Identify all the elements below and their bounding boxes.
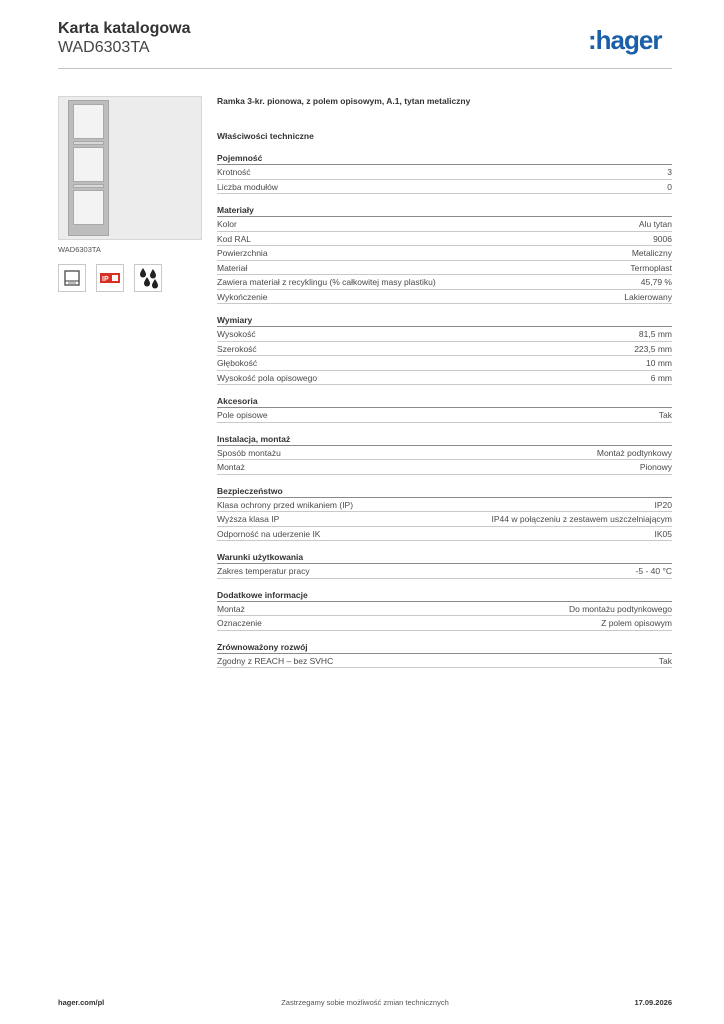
spec-value: Tak [658, 655, 672, 666]
spec-label: Montaż [217, 462, 245, 472]
spec-label: Krotność [217, 167, 251, 177]
spec-value: IK05 [654, 528, 672, 539]
spec-row [217, 327, 672, 342]
spec-row [217, 564, 672, 579]
footer-website: hager.com/pl [58, 998, 105, 1007]
water-drops-icon [134, 264, 162, 292]
spec-label: Pole opisowe [217, 410, 268, 420]
spec-value: Pionowy [639, 462, 672, 472]
section-title: Warunki użytkowania [217, 551, 672, 564]
section-title: Zrównoważony rozwój [217, 641, 672, 654]
spec-value: IP44 w połączeniu z zestawem uszczelniającym [491, 514, 672, 524]
section-title: Pojemność [217, 152, 672, 165]
frame-plate [68, 100, 109, 236]
spec-label: Montaż [217, 603, 245, 614]
spec-row [217, 371, 672, 386]
header-divider [58, 68, 672, 69]
spec-section [217, 152, 672, 194]
spec-value: Montaż podtynkowy [596, 447, 672, 458]
spec-value: 223,5 mm [634, 343, 672, 354]
spec-value: Metaliczny [631, 248, 672, 258]
spec-section [217, 589, 672, 631]
spec-row [217, 290, 672, 305]
spec-row [217, 408, 672, 423]
spec-section [217, 433, 672, 475]
spec-label: Zawiera materiał z recyklingu (% całkowitej masy plastiku) [217, 277, 436, 287]
label-strip [73, 184, 104, 188]
svg-text::hager: :hager [588, 27, 662, 55]
spec-row [217, 460, 672, 475]
hager-logo [588, 27, 672, 57]
spec-row [217, 654, 672, 669]
spec-label: Sposób montażu [217, 447, 281, 458]
spec-label: Oznaczenie [217, 618, 262, 628]
spec-row [217, 512, 672, 527]
section-title: Instalacja, montaż [217, 433, 672, 446]
spec-value: 0 [667, 181, 672, 192]
section-title: Wymiary [217, 314, 672, 327]
spec-label: Odporność na uderzenie IK [217, 528, 321, 539]
spec-label: Powierzchnia [217, 248, 268, 258]
spec-value: 45,79 % [640, 277, 672, 287]
spec-label: Szerokość [217, 343, 257, 354]
spec-row [217, 275, 672, 290]
spec-row [217, 446, 672, 461]
spec-row [217, 217, 672, 232]
spec-row [217, 232, 672, 247]
section-title: Materiały [217, 204, 672, 217]
image-caption: WAD6303TA [58, 245, 101, 254]
spec-label: Głębokość [217, 358, 258, 368]
spec-label: Wysokość [217, 329, 256, 339]
spec-value: Do montażu podtynkowego [568, 603, 672, 614]
spec-value: Alu tytan [638, 219, 672, 229]
spec-label: Wysokość pola opisowego [217, 372, 318, 383]
spec-value: 6 mm [650, 372, 672, 383]
symbol-icon [58, 264, 86, 292]
section-title: Akcesoria [217, 395, 672, 408]
technical-properties-heading: Właściwości techniczne [217, 131, 314, 141]
spec-row [217, 527, 672, 542]
section-title: Bezpieczeństwo [217, 485, 672, 498]
spec-row [217, 616, 672, 631]
spec-row [217, 165, 672, 180]
spec-value: IP20 [654, 499, 672, 510]
frame-opening [73, 190, 104, 225]
spec-value: Tak [658, 410, 672, 420]
spec-value: -5 - 40 °C [635, 566, 672, 576]
product-image [58, 96, 202, 240]
spec-section [217, 204, 672, 304]
section-title: Dodatkowe informacje [217, 589, 672, 602]
footer-date: 17.09.2026 [634, 998, 672, 1007]
frame-opening [73, 104, 104, 139]
spec-section [217, 641, 672, 669]
frame-opening [73, 147, 104, 182]
product-details [217, 96, 672, 678]
spec-value: Termoplast [630, 262, 672, 273]
spec-row [217, 356, 672, 371]
spec-section [217, 485, 672, 542]
page-header [58, 20, 674, 70]
spec-label: Kolor [217, 219, 237, 229]
spec-label: Liczba modułów [217, 181, 278, 192]
spec-section [217, 314, 672, 385]
product-description: Ramka 3-kr. pionowa, z polem opisowym, A.1, tytan metaliczny [217, 96, 471, 106]
spec-value: Z polem opisowym [601, 618, 672, 628]
spec-value: 10 mm [646, 358, 672, 368]
spec-value: 3 [667, 167, 672, 177]
spec-label: Kod RAL [217, 233, 252, 244]
spec-row [217, 498, 672, 513]
spec-label: Wykończenie [217, 291, 268, 302]
spec-label: Zakres temperatur pracy [217, 566, 310, 576]
spec-value: Lakierowany [624, 291, 672, 302]
spec-section [217, 551, 672, 579]
spec-label: Zgodny z REACH – bez SVHC [217, 655, 334, 666]
spec-label: Klasa ochrony przed wnikaniem (IP) [217, 499, 354, 510]
footer-disclaimer: Zastrzegamy sobie możliwość zmian technicznych [281, 998, 449, 1007]
spec-row [217, 246, 672, 261]
spec-row [217, 342, 672, 357]
spec-sections [217, 152, 672, 668]
document-title: Karta katalogowa [58, 20, 191, 37]
svg-text:IP: IP [102, 276, 109, 283]
spec-row [217, 261, 672, 276]
spec-section [217, 395, 672, 423]
spec-label: Materiał [217, 262, 248, 273]
spec-row [217, 180, 672, 195]
spec-value: 9006 [653, 233, 672, 244]
ip-rating-icon [96, 264, 124, 292]
label-strip [73, 141, 104, 145]
product-code: WAD6303TA [58, 39, 150, 56]
spec-value: 81,5 mm [638, 329, 672, 339]
spec-label: Wyższa klasa IP [217, 514, 280, 524]
spec-row [217, 602, 672, 617]
page-footer [58, 998, 672, 1010]
